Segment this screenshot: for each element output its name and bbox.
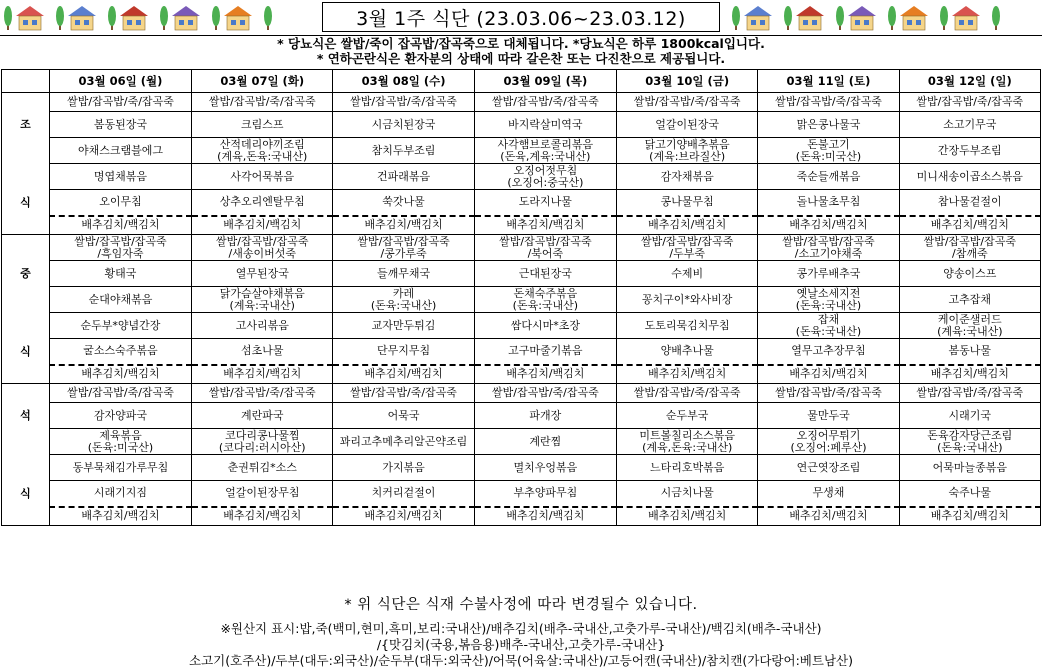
house-window [231, 20, 236, 25]
menu-item: 멸치우엉볶음 [474, 455, 616, 481]
meal-label-bottom: 식 [2, 481, 50, 507]
menu-item: 콩가루배추국 [758, 261, 899, 287]
house-roof [796, 6, 824, 16]
tree-icon [160, 6, 168, 26]
menu-item: 꽈리고추메추리알곤약조림 [333, 429, 474, 455]
menu-item: 도토리묵김치무침 [617, 313, 758, 339]
menu-item: 배추김치/백김치 [333, 507, 474, 526]
house-roof [848, 6, 876, 16]
menu-item: 쌀밥/잡곡밥/잡곡죽 /참깨죽 [899, 235, 1040, 261]
menu-item: 잡채 (돈육:국내산) [758, 313, 899, 339]
menu-item: 카레 (돈육:국내산) [333, 287, 474, 313]
house-decoration-right [730, 2, 1040, 32]
menu-item: 쌈다시마*초장 [474, 313, 616, 339]
menu-item: 배추김치/백김치 [333, 216, 474, 235]
house-icon [19, 16, 41, 30]
tree-icon [56, 6, 64, 26]
menu-item: 양송이스프 [899, 261, 1040, 287]
menu-item: 배추김치/백김치 [758, 216, 899, 235]
tree-icon [836, 6, 844, 26]
note-dysphagia: * 연하곤란식은 환자분의 상태에 따라 갈은찬 또는 다진찬으로 제공됩니다. [316, 51, 726, 66]
menu-item: 소고기무국 [899, 112, 1040, 138]
menu-item: 춘권튀김*소스 [192, 455, 333, 481]
house-roof [120, 6, 148, 16]
menu-row [2, 93, 1041, 112]
house-window [179, 20, 184, 25]
menu-item: 야채스크램블에그 [49, 138, 191, 164]
menu-item: 들깨무채국 [333, 261, 474, 287]
menu-item: 케이준샐러드 (계육:국내산) [899, 313, 1040, 339]
meal-label-spacer [2, 429, 50, 455]
house-icon [851, 16, 873, 30]
day-header: 03월 07일 (화) [192, 70, 333, 93]
menu-item: 배추김치/백김치 [474, 216, 616, 235]
day-header-row [2, 70, 1041, 93]
house-window [760, 20, 765, 25]
menu-item: 숙주나물 [899, 481, 1040, 507]
meal-label-spacer [2, 138, 50, 164]
menu-item: 쌀밥/잡곡밥/잡곡죽 /소고기야채죽 [758, 235, 899, 261]
menu-item: 배추김치/백김치 [899, 365, 1040, 384]
menu-row [2, 339, 1041, 365]
house-window [23, 20, 28, 25]
menu-item: 배추김치/백김치 [758, 507, 899, 526]
house-window [803, 20, 808, 25]
notes [0, 36, 1042, 66]
house-icon [123, 16, 145, 30]
menu-item: 쌀밥/잡곡밥/죽/잡곡죽 [192, 384, 333, 403]
menu-item: 계란파국 [192, 403, 333, 429]
menu-item: 어묵마늘종볶음 [899, 455, 1040, 481]
house-decoration-left [2, 2, 312, 32]
tree-icon [940, 6, 948, 26]
menu-item: 고구마줄기볶음 [474, 339, 616, 365]
menu-item: 수제비 [617, 261, 758, 287]
menu-item: 순두부*양념간장 [49, 313, 191, 339]
house-window [968, 20, 973, 25]
tree-icon [264, 6, 272, 26]
menu-item: 시래기국 [899, 403, 1040, 429]
menu-item: 고사리볶음 [192, 313, 333, 339]
menu-item: 상추오리엔탈무침 [192, 190, 333, 216]
menu-item: 물만두국 [758, 403, 899, 429]
menu-item: 오징어젓무침 (오징어:중국산) [474, 164, 616, 190]
house-window [864, 20, 869, 25]
menu-item: 배추김치/백김치 [192, 216, 333, 235]
menu-item: 사각어묵볶음 [192, 164, 333, 190]
menu-item: 바지락살미역국 [474, 112, 616, 138]
header [0, 0, 1042, 36]
menu-item: 간장두부조림 [899, 138, 1040, 164]
weekly-menu-table [1, 69, 1041, 526]
tree-icon [4, 6, 12, 26]
house-window [751, 20, 756, 25]
meal-label-spacer [2, 507, 50, 526]
day-header: 03월 08일 (수) [333, 70, 474, 93]
house-window [907, 20, 912, 25]
menu-item: 치커리겉절이 [333, 481, 474, 507]
house-window [240, 20, 245, 25]
menu-item: 쌀밥/잡곡밥/잡곡죽 /흑임자죽 [49, 235, 191, 261]
menu-item: 쌀밥/잡곡밥/죽/잡곡죽 [474, 93, 616, 112]
menu-item: 단무지무침 [333, 339, 474, 365]
menu-item: 어묵국 [333, 403, 474, 429]
menu-item: 가지볶음 [333, 455, 474, 481]
menu-item: 쌀밥/잡곡밥/죽/잡곡죽 [49, 93, 191, 112]
house-roof [16, 6, 44, 16]
menu-item: 쌀밥/잡곡밥/잡곡죽 /북어죽 [474, 235, 616, 261]
house-icon [175, 16, 197, 30]
meal-label-top: 조 [2, 112, 50, 138]
menu-item: 쌀밥/잡곡밥/죽/잡곡죽 [617, 93, 758, 112]
menu-item: 굴소스숙주볶음 [49, 339, 191, 365]
house-window [127, 20, 132, 25]
tree-icon [784, 6, 792, 26]
origin-line-1: ※원산지 표시:밥,죽(백미,현미,흑미,보리:국내산)/배추김치(배추-국내산,고춧가루-국내산)/백김치(배추-국내산) [220, 621, 822, 636]
menu-item: 쌀밥/잡곡밥/죽/잡곡죽 [617, 384, 758, 403]
menu-item: 배추김치/백김치 [192, 365, 333, 384]
meal-label-spacer [2, 164, 50, 190]
tree-icon [212, 6, 220, 26]
menu-row [2, 164, 1041, 190]
house-window [916, 20, 921, 25]
house-icon [903, 16, 925, 30]
house-roof [68, 6, 96, 16]
menu-item: 시금치된장국 [333, 112, 474, 138]
menu-item: 쑥갓나물 [333, 190, 474, 216]
house-window [855, 20, 860, 25]
house-icon [747, 16, 769, 30]
menu-row [2, 261, 1041, 287]
menu-item: 고추잡채 [899, 287, 1040, 313]
menu-item: 명엽채볶음 [49, 164, 191, 190]
meal-label-top: 석 [2, 403, 50, 429]
menu-item: 크림스프 [192, 112, 333, 138]
menu-item: 시금치나물 [617, 481, 758, 507]
menu-item: 산적데리야끼조림 (계육,돈육:국내산) [192, 138, 333, 164]
menu-item: 배추김치/백김치 [617, 507, 758, 526]
menu-item: 건파래볶음 [333, 164, 474, 190]
menu-item: 미니새송이곱소스볶음 [899, 164, 1040, 190]
menu-item: 배추김치/백김치 [758, 365, 899, 384]
menu-row [2, 455, 1041, 481]
menu-item: 양배추나물 [617, 339, 758, 365]
tree-icon [888, 6, 896, 26]
menu-item: 오징어무튀기 (오징어:페루산) [758, 429, 899, 455]
menu-item: 맑은콩나물국 [758, 112, 899, 138]
menu-item: 열무고추장무침 [758, 339, 899, 365]
menu-item: 열무된장국 [192, 261, 333, 287]
menu-item: 옛날소세지전 (돈육:국내산) [758, 287, 899, 313]
house-icon [799, 16, 821, 30]
menu-item: 교자만두튀김 [333, 313, 474, 339]
meal-label-bottom: 식 [2, 190, 50, 216]
note-diabetic: * 당뇨식은 쌀밥/죽이 잡곡밥/잡곡죽으로 대체됩니다. *당뇨식은 하루 1800kcal입니다. [277, 36, 765, 51]
menu-item: 닭가슴살야채볶음 (계육:국내산) [192, 287, 333, 313]
menu-item: 쌀밥/잡곡밥/죽/잡곡죽 [333, 384, 474, 403]
corner-cell [2, 70, 50, 93]
day-header: 03월 12일 (일) [899, 70, 1040, 93]
meal-label-spacer [2, 287, 50, 313]
menu-row [2, 365, 1041, 384]
menu-item: 연근엿장조림 [758, 455, 899, 481]
menu-item: 황태국 [49, 261, 191, 287]
menu-item: 쌀밥/잡곡밥/죽/잡곡죽 [474, 384, 616, 403]
menu-item: 미트볼칠리소스볶음 (계육,돈육:국내산) [617, 429, 758, 455]
menu-row [2, 313, 1041, 339]
menu-item: 느타리호박볶음 [617, 455, 758, 481]
house-roof [900, 6, 928, 16]
meal-label-spacer [2, 93, 50, 112]
day-header: 03월 10일 (금) [617, 70, 758, 93]
menu-item: 봄동된장국 [49, 112, 191, 138]
menu-item: 배추김치/백김치 [474, 365, 616, 384]
menu-row [2, 507, 1041, 526]
house-roof [224, 6, 252, 16]
menu-item: 근대된장국 [474, 261, 616, 287]
house-window [136, 20, 141, 25]
menu-item: 배추김치/백김치 [899, 216, 1040, 235]
menu-item: 제육볶음 (돈육:미국산) [49, 429, 191, 455]
menu-row [2, 216, 1041, 235]
house-icon [71, 16, 93, 30]
menu-item: 쌀밥/잡곡밥/죽/잡곡죽 [899, 384, 1040, 403]
menu-item: 배추김치/백김치 [49, 507, 191, 526]
menu-item: 돈채숙주볶음 (돈육:국내산) [474, 287, 616, 313]
menu-row [2, 384, 1041, 403]
menu-item: 부추양파무침 [474, 481, 616, 507]
menu-item: 감자채볶음 [617, 164, 758, 190]
menu-item: 감자양파국 [49, 403, 191, 429]
tree-icon [992, 6, 1000, 26]
menu-item: 닭고기양배추볶음 (계육:브라질산) [617, 138, 758, 164]
menu-item: 배추김치/백김치 [617, 365, 758, 384]
house-window [959, 20, 964, 25]
menu-item: 파개장 [474, 403, 616, 429]
day-header: 03월 09일 (목) [474, 70, 616, 93]
day-header: 03월 06일 (월) [49, 70, 191, 93]
house-icon [955, 16, 977, 30]
house-window [75, 20, 80, 25]
meal-label-spacer [2, 384, 50, 403]
menu-item: 배추김치/백김치 [899, 507, 1040, 526]
meal-label-spacer [2, 365, 50, 384]
tree-icon [108, 6, 116, 26]
menu-row [2, 287, 1041, 313]
menu-item: 배추김치/백김치 [333, 365, 474, 384]
menu-item: 순대야채볶음 [49, 287, 191, 313]
menu-item: 동부묵채김가루무침 [49, 455, 191, 481]
menu-row [2, 138, 1041, 164]
menu-item: 쌀밥/잡곡밥/죽/잡곡죽 [758, 93, 899, 112]
house-window [32, 20, 37, 25]
house-window [84, 20, 89, 25]
tree-icon [732, 6, 740, 26]
menu-item: 시래기지짐 [49, 481, 191, 507]
menu-item: 배추김치/백김치 [617, 216, 758, 235]
meal-label-top: 중 [2, 261, 50, 287]
menu-item: 쌀밥/잡곡밥/죽/잡곡죽 [899, 93, 1040, 112]
menu-item: 쌀밥/잡곡밥/잡곡죽 /두부죽 [617, 235, 758, 261]
menu-item: 돈육감자당근조림 (돈육:국내산) [899, 429, 1040, 455]
menu-row [2, 429, 1041, 455]
menu-item: 돌나물초무침 [758, 190, 899, 216]
origin-line-2: /{맛김치(국용,볶음용)배추-국내산,고춧가루-국내산} [376, 637, 666, 652]
house-window [188, 20, 193, 25]
menu-row [2, 403, 1041, 429]
menu-item: 쌀밥/잡곡밥/잡곡죽 /콩가루죽 [333, 235, 474, 261]
menu-item: 쌀밥/잡곡밥/죽/잡곡죽 [758, 384, 899, 403]
menu-item: 순두부국 [617, 403, 758, 429]
page-title: 3월 1주 식단 (23.03.06~23.03.12) [322, 2, 720, 32]
house-roof [952, 6, 980, 16]
meal-label-bottom: 식 [2, 339, 50, 365]
menu-item: 쌀밥/잡곡밥/잡곡죽 /새송이버섯죽 [192, 235, 333, 261]
menu-item: 콩나물무침 [617, 190, 758, 216]
menu-item: 참나물겉절이 [899, 190, 1040, 216]
house-window [812, 20, 817, 25]
menu-row [2, 112, 1041, 138]
origin-line-3: 소고기(호주산)/두부(대두:외국산)/순두부(대두:외국산)/어묵(어육살:국내산)/고등어캔(국내산)/참치캔(가다랑어:베트남산) [189, 653, 853, 668]
menu-item: 배추김치/백김치 [192, 507, 333, 526]
meal-label-spacer [2, 313, 50, 339]
menu-item: 도라지나물 [474, 190, 616, 216]
menu-item: 돈불고기 (돈육:미국산) [758, 138, 899, 164]
menu-row [2, 235, 1041, 261]
menu-item: 쌀밥/잡곡밥/죽/잡곡죽 [49, 384, 191, 403]
menu-item: 얼갈이된장국 [617, 112, 758, 138]
menu-item: 배추김치/백김치 [49, 216, 191, 235]
menu-item: 쌀밥/잡곡밥/죽/잡곡죽 [192, 93, 333, 112]
meal-label-spacer [2, 235, 50, 261]
meal-label-spacer [2, 216, 50, 235]
menu-item: 오이무침 [49, 190, 191, 216]
menu-item: 배추김치/백김치 [474, 507, 616, 526]
meal-label-spacer [2, 455, 50, 481]
menu-item: 섬초나물 [192, 339, 333, 365]
menu-item: 꽁치구이*와사비장 [617, 287, 758, 313]
menu-item: 무생채 [758, 481, 899, 507]
house-roof [744, 6, 772, 16]
menu-item: 봄동나물 [899, 339, 1040, 365]
menu-row [2, 481, 1041, 507]
menu-item: 코다리콩나물찜 (코다리:러시아산) [192, 429, 333, 455]
menu-item: 배추김치/백김치 [49, 365, 191, 384]
day-header: 03월 11일 (토) [758, 70, 899, 93]
menu-row [2, 190, 1041, 216]
house-icon [227, 16, 249, 30]
menu-item: 사각햄브로콜리볶음 (돈육,계육:국내산) [474, 138, 616, 164]
menu-item: 얼갈이된장무침 [192, 481, 333, 507]
menu-item: 계란찜 [474, 429, 616, 455]
house-roof [172, 6, 200, 16]
change-notice: * 위 식단은 식재 수불사정에 따라 변경될수 있습니다. [344, 597, 698, 613]
menu-item: 참치두부조림 [333, 138, 474, 164]
menu-item: 쌀밥/잡곡밥/죽/잡곡죽 [333, 93, 474, 112]
menu-item: 죽순들깨볶음 [758, 164, 899, 190]
